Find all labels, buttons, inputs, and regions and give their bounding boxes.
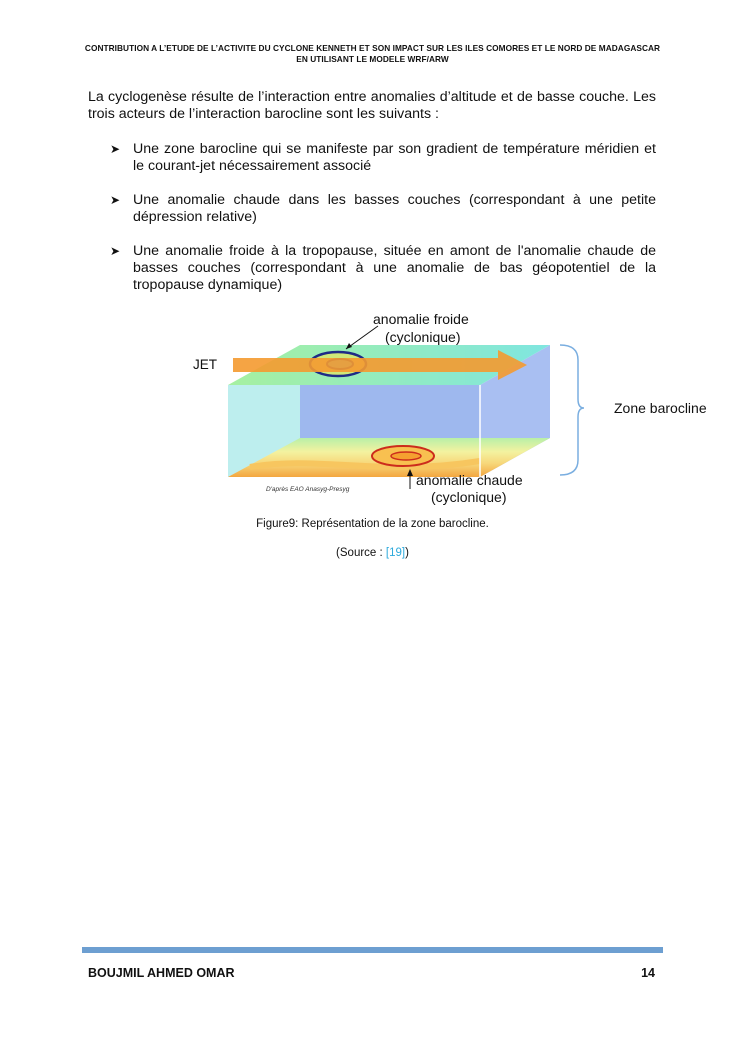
header-line-2: EN UTILISANT LE MODELE WRF/ARW [296, 54, 449, 64]
bullet-text: Une anomalie chaude dans les basses couches (correspondant à une petite dépression relative) [133, 192, 656, 225]
warm-anomaly-label: anomalie chaude [416, 472, 523, 488]
source-reference-link[interactable]: [19] [385, 547, 406, 559]
zone-brace [560, 345, 584, 475]
bullet-list [110, 141, 656, 311]
running-header [70, 43, 675, 65]
header-line-1: CONTRIBUTION A L’ETUDE DE L’ACTIVITE DU CYCLONE KENNETH ET SON IMPACT SUR LES ILES COMORES ET LE NORD DE MADAGASCAR [84, 43, 661, 53]
arrow-bullet-icon: ➤ [110, 193, 121, 207]
page-number: 14 [641, 966, 655, 980]
footer-divider [82, 947, 663, 953]
bullet-text: Une zone barocline qui se manifeste par son gradient de température méridien et le courant-jet nécessairement associé [133, 141, 656, 174]
bullet-text: Une anomalie froide à la tropopause, située en amont de l'anomalie chaude de basses couches (correspondant à une anomalie de bas géopotentiel de la tropopause dynamique) [133, 243, 656, 293]
source-prefix: (Source : [336, 547, 386, 559]
intro-paragraph: La cyclogenèse résulte de l’interaction entre anomalies d’altitude et de basse couche. Les trois acteurs de l’interaction barocline sont les suivants : [88, 89, 656, 122]
baroclinic-diagram [180, 305, 745, 510]
baroclinic-zone-figure [180, 305, 745, 510]
cold-anomaly-label: anomalie froide [373, 311, 469, 327]
arrow-bullet-icon: ➤ [110, 142, 121, 156]
source-suffix: ) [405, 547, 409, 559]
warm-anomaly-sublabel: (cyclonique) [431, 489, 507, 505]
figure-source [0, 547, 745, 559]
zone-barocline-label: Zone barocline [614, 400, 707, 416]
figure-credit: D'après EAO Anasyg-Presyg [266, 486, 350, 493]
footer-author: BOUJMIL AHMED OMAR [88, 966, 235, 980]
cold-anomaly-sublabel: (cyclonique) [385, 329, 461, 345]
list-item [110, 141, 656, 175]
jet-label: JET [193, 357, 218, 372]
warm-anomaly-ring-inner [391, 452, 421, 460]
arrow-bullet-icon: ➤ [110, 244, 121, 258]
list-item [110, 243, 656, 294]
figure-caption: Figure9: Représentation de la zone barocline. [256, 518, 489, 530]
list-item [110, 192, 656, 226]
